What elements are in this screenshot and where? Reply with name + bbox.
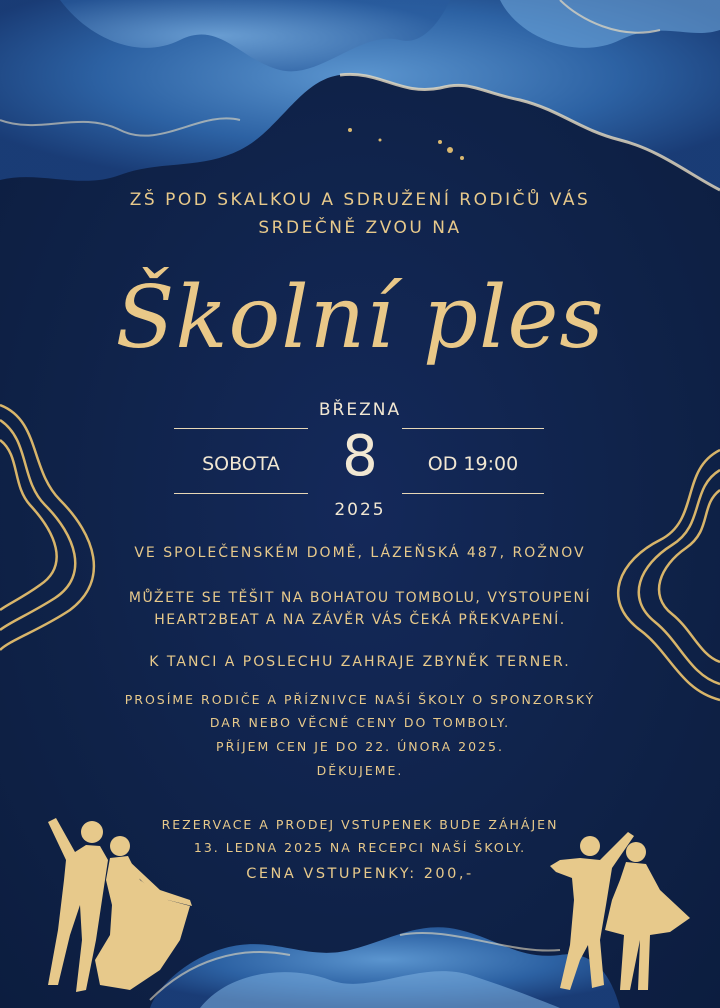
request-line-4: DĚKUJEME. [316,763,404,778]
program-line-1: MŮŽETE SE TĚŠIT NA BOHATOU TOMBOLU, VYSTOUPENÍ [128,590,592,606]
date-weekday: SOBOTA [202,453,280,475]
music-text: K TANCI A POSLECHU ZAHRAJE ZBYNĚK TERNER. [149,654,571,670]
dancing-couple-right [550,832,690,990]
date-day: 8 [342,424,378,489]
intro-line-2: SRDEČNĚ ZVOU NA [258,218,462,238]
event-title: Školní ples [115,268,605,368]
divider-top-right [402,428,544,429]
date-month: BŘEZNA [318,400,402,420]
ticket-price: CENA VSTUPENKY: 200,- [246,866,474,882]
request-line-3: PŘÍJEM CEN JE DO 22. ÚNORA 2025. [216,739,504,754]
divider-bottom-right [402,493,544,494]
program-line-2: HEART2BEAT A NA ZÁVĚR VÁS ČEKÁ PŘEKVAPENÍ. [154,612,566,628]
reservation-line-2: 13. LEDNA 2025 NA RECEPCI NAŠÍ ŠKOLY. [193,840,527,855]
divider-bottom-left [174,493,308,494]
intro-line-1: ZŠ POD SKALKOU A SDRUŽENÍ RODIČŮ VÁS [129,190,591,210]
divider-top-left [174,428,308,429]
reservation-line-1: REZERVACE A PRODEJ VSTUPENEK BUDE ZÁHÁJEN [161,817,559,832]
watercolor-ink-top [0,0,720,190]
request-line-1: PROSÍME RODIČE A PŘÍZNIVCE NAŠÍ ŠKOLY O SPONZORSKÝ [124,692,596,707]
request-line-2: DAR NEBO VĚCNÉ CENY DO TOMBOLY. [209,715,511,730]
venue-text: VE SPOLEČENSKÉM DOMĚ, LÁZEŇSKÁ 487, ROŽNOV [134,545,586,561]
date-year: 2025 [334,500,386,520]
watercolor-ink-bottom [150,927,620,1008]
event-time: OD 19:00 [427,453,519,475]
